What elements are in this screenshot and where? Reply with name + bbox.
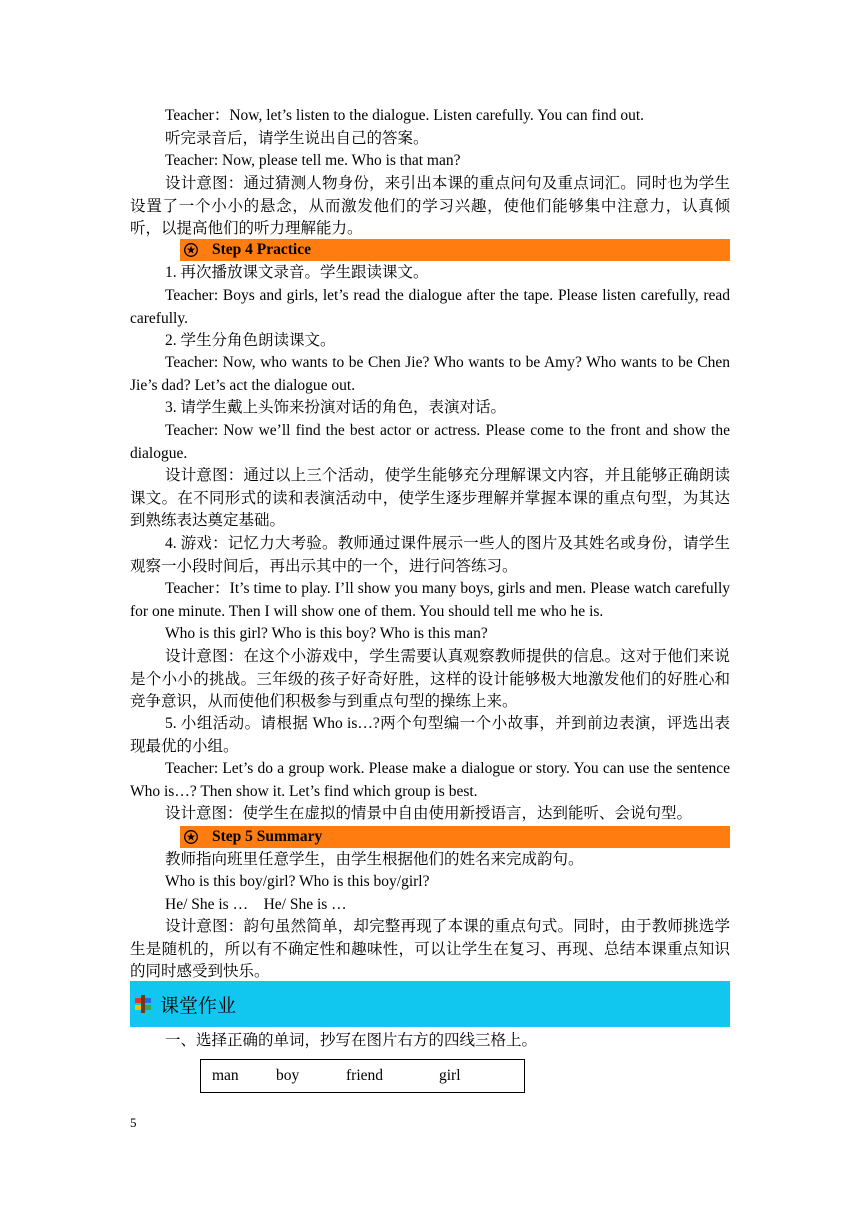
paragraph: Who is this boy/girl? Who is this boy/girl? <box>165 873 430 890</box>
word-box <box>200 1059 525 1093</box>
colored-blocks-icon <box>134 995 152 1013</box>
step-title: Step 5 Summary <box>212 828 323 845</box>
paragraph: 4. 游戏：记忆力大考验。教师通过课件展示一些人的图片及其姓名或身份，请学生观察一小段时间后，再出示其中的一个，进行问答练习。 <box>130 535 730 575</box>
paragraph: Teacher: Now we’ll find the best actor or actress. Please come to the front and show the dialogue. <box>130 422 730 462</box>
star-circle-icon <box>184 830 198 844</box>
paragraph: 2. 学生分角色朗读课文。 <box>165 332 336 349</box>
word-option: friend <box>346 1067 384 1084</box>
paragraph: 设计意图：通过猜测人物身份，来引出本课的重点问句及重点词汇。同时也为学生设置了一个小小的悬念，从而激发他们的学习兴趣，使他们能够集中注意力，认真倾听，以提高他们的听力理解能力。 <box>130 175 730 237</box>
section-title: 课堂作业 <box>160 994 237 1017</box>
paragraph: He/ She is … He/ She is … <box>165 896 347 913</box>
star-circle-icon <box>184 243 198 257</box>
paragraph: 教师指向班里任意学生，由学生根据他们的姓名来完成韵句。 <box>165 851 584 868</box>
paragraph: Teacher: Now, who wants to be Chen Jie? Who wants to be Amy? Who wants to be Chen Jie’s dad? Let’s act the dialogue out. <box>130 354 730 394</box>
step-5-header <box>180 826 730 848</box>
paragraph: 1. 再次播放课文录音。学生跟读课文。 <box>165 264 429 281</box>
paragraph: 听完录音后，请学生说出自己的答案。 <box>165 130 429 147</box>
paragraph: Who is this girl? Who is this boy? Who is this man? <box>165 625 488 642</box>
paragraph: 设计意图：通过以上三个活动，使学生能够充分理解课文内容，并且能够正确朗读课文。在不同形式的读和表演活动中，使学生逐步理解并掌握本课的重点句型，为其达到熟练表达奠定基础。 <box>130 467 730 529</box>
paragraph: Teacher: Boys and girls, let’s read the dialogue after the tape. Please listen carefully, read carefully. <box>130 287 730 327</box>
paragraph: Teacher：Now, let’s listen to the dialogue. Listen carefully. You can find out. <box>165 107 645 124</box>
paragraph: 3. 请学生戴上头饰来扮演对话的角色，表演对话。 <box>165 399 507 416</box>
paragraph: 5. 小组活动。请根据 Who is…?两个句型编一个小故事，并到前边表演，评选出表现最优的小组。 <box>130 715 730 755</box>
paragraph: 设计意图：使学生在虚拟的情景中自由使用新授语言，达到能听、会说句型。 <box>165 805 693 822</box>
paragraph: 设计意图：韵句虽然简单，却完整再现了本课的重点句式。同时，由于教师挑选学生是随机的，所以有不确定性和趣味性，可以让学生在复习、再现、总结本课重点知识的同时感受到快乐。 <box>130 918 730 980</box>
paragraph: Teacher：It’s time to play. I’ll show you many boys, girls and men. Please watch carefully for one minute. Then I will show one of them. You should tell me who he is. <box>130 580 730 620</box>
paragraph: 一、选择正确的单词，抄写在图片右方的四线三格上。 <box>165 1032 538 1049</box>
word-option: girl <box>439 1067 461 1084</box>
step-4-header <box>180 239 730 261</box>
section-header <box>130 981 730 1027</box>
word-option: boy <box>276 1067 300 1084</box>
paragraph: 设计意图：在这个小游戏中，学生需要认真观察教师提供的信息。这对于他们来说是个小小的挑战。三年级的孩子好奇好胜，这样的设计能够极大地激发他们的好胜心和竞争意识，从而使他们积极参与到重点句型的操练上来。 <box>130 648 730 710</box>
step-title: Step 4 Practice <box>212 241 311 258</box>
word-option: man <box>212 1067 239 1084</box>
paragraph: Teacher: Now, please tell me. Who is that man? <box>165 152 461 169</box>
page-number: 5 <box>130 1115 137 1130</box>
paragraph: Teacher: Let’s do a group work. Please make a dialogue or story. You can use the sentence Who is…? Then show it. Let’s find which group is best. <box>130 760 730 800</box>
